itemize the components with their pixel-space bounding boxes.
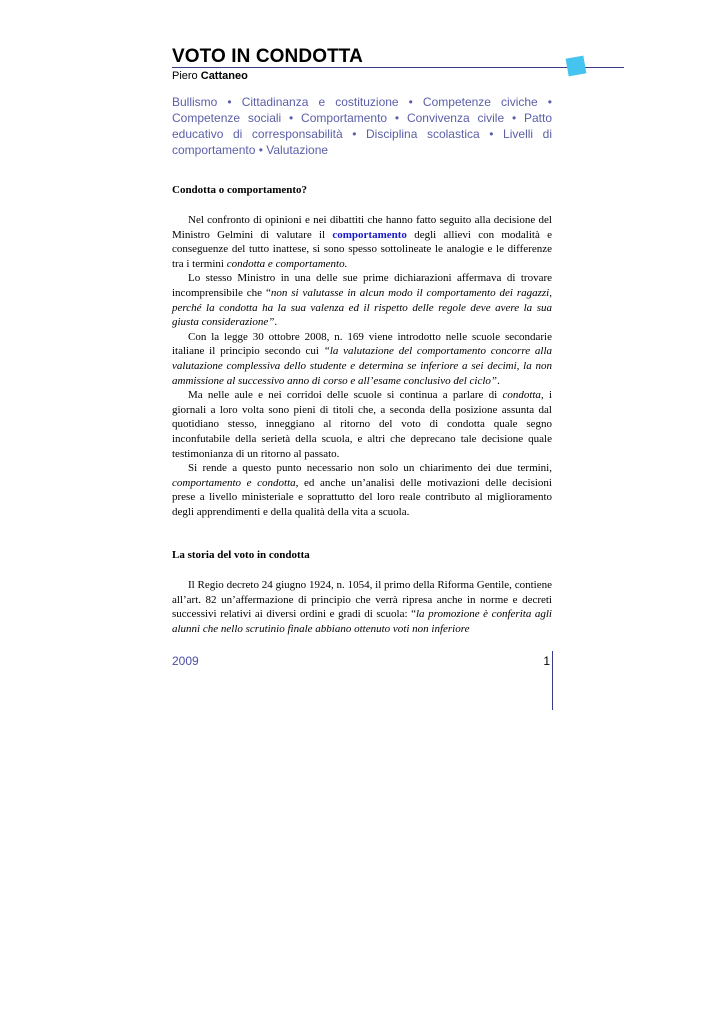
text-run: degli allievi con modalità e conseguenze del tutto inattese, si sono spesso sottolineate le analogie e le differenze tra i termini [172, 228, 552, 270]
page-number: 1 [543, 654, 550, 668]
paragraph [172, 388, 552, 461]
section-heading-condotta: Condotta o comportamento? [172, 184, 308, 196]
italic-text: condotta [502, 389, 541, 402]
section-body-condotta [172, 213, 552, 519]
text-run: Nel confronto di opinioni e nei dibattiti che hanno fatto seguito alla decisione del Ministro Gelmini di valutare il [172, 214, 552, 241]
text-run: , ed anche un’analisi delle motivazioni delle decisioni prese a livello ministeriale e soprattutto del loro reale contributo al miglioramento degli apprendimenti e della qualità della vita a scuola. [172, 476, 552, 518]
text-run: . [497, 374, 500, 387]
paragraph [172, 330, 552, 388]
text-run: Lo stesso Ministro in una delle sue prime dichiarazioni affermava di trovare incomprensibile che “ [172, 272, 552, 299]
text-run: Si rende a questo punto necessario non solo un chiarimento dei due termini, [188, 462, 552, 475]
footer-rule [552, 651, 553, 710]
paragraph [172, 461, 552, 519]
paragraph [172, 271, 552, 329]
paragraph [172, 578, 552, 636]
italic-quote: non si valutasse in alcun modo il comportamento dei ragazzi, perché la condotta ha la sua valenza ed il rispetto delle regole deve avere la sua giusta considerazione” [172, 286, 552, 329]
author-first-name: Piero [172, 70, 198, 82]
text-run: Con la legge 30 ottobre 2008, n. 169 viene introdotto nelle scuole secondarie italiane il principio secondo cui [172, 330, 552, 358]
text-run: . [274, 316, 278, 329]
italic-quote: la promozione è conferita agli alunni che nello scrutinio finale abbiano ottenuto voti non inferiore [172, 608, 552, 635]
section-body-storia [172, 578, 552, 636]
text-run: , i giornali a loro volta sono pieni di titoli che, a seconda della posizione assunta dal quotidiano stesso, inneggiano al ritorno del voto di condotta quale segno inconfutabile della serietà della scuola, e altri che deprecano tale decisione quale testimonianza di un ritorno al passato. [172, 389, 552, 460]
text-run: Il Regio decreto 24 giugno 1924, n. 1054, il primo della Riforma Gentile, contiene all’art. 82 un’affermazione di principio che verrà ripresa anche in norme e decreti successivi relativi ai diversi ordini e gradi di scuola: “ [172, 579, 552, 621]
header-rule [172, 67, 624, 68]
author-name [172, 70, 248, 82]
footer-year: 2009 [172, 654, 199, 668]
keywords-list: Bullismo • Cittadinanza e costituzione • Competenze civiche • Competenze sociali • Comportamento • Convivenza civile • Patto educativo di corresponsabilità • Disciplina scolastica • Livelli di comportamento • Valutazione [172, 95, 552, 157]
paragraph [172, 213, 552, 271]
highlighted-term: comportamento [332, 228, 407, 241]
text-run: Ma nelle aule e nei corridoi delle scuole si continua a parlare di [188, 389, 503, 402]
author-last-name: Cattaneo [200, 70, 248, 82]
section-heading-storia: La storia del voto in condotta [172, 549, 310, 561]
italic-text: comportamento e condotta [172, 476, 296, 489]
document-title: VOTO IN CONDOTTA [172, 46, 363, 67]
italic-text: condotta e comportamento. [226, 257, 348, 270]
header-accent-square [566, 56, 587, 77]
italic-quote: “la valutazione del comportamento concorre alla valutazione complessiva dello studente e determina se inferiore a sei decimi, la non ammissione al successivo anno di corso e all’esame conclusivo del ciclo” [172, 345, 552, 387]
